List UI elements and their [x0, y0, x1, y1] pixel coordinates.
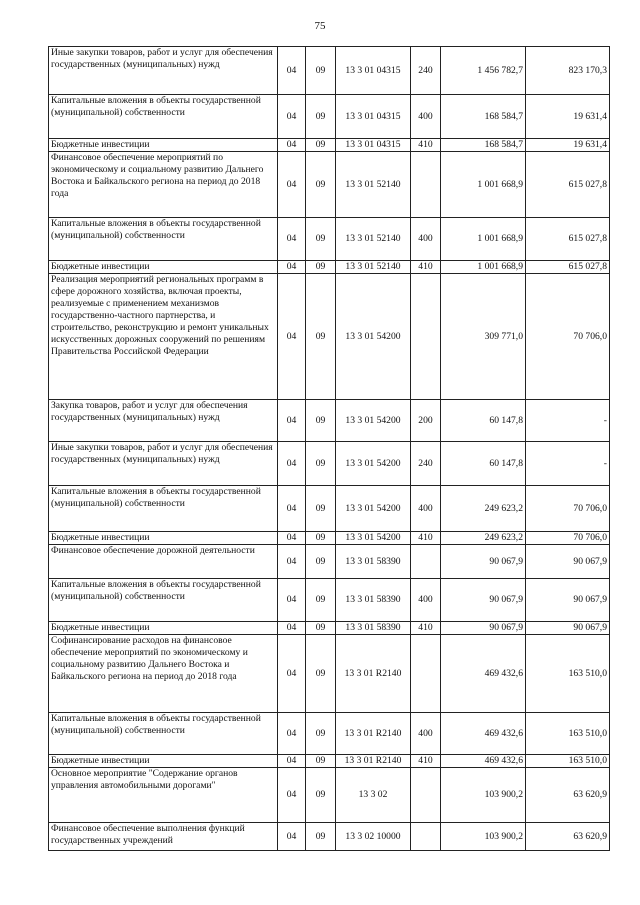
subsection-code: 09 [306, 218, 336, 261]
amount-2: 823 170,3 [526, 47, 610, 95]
subsection-code: 09 [306, 274, 336, 400]
section-code: 04 [278, 545, 306, 579]
row-name: Закупка товаров, работ и услуг для обеспечения государственных (муниципальных) нужд [49, 400, 278, 442]
table-row [49, 261, 610, 274]
subsection-code: 09 [306, 532, 336, 545]
amount-2: - [526, 400, 610, 442]
row-name: Финансовое обеспечение выполнения функций государственных учреждений [49, 823, 278, 851]
amount-2: 615 027,8 [526, 152, 610, 218]
table-row [49, 823, 610, 851]
subsection-code: 09 [306, 622, 336, 635]
table-row [49, 635, 610, 713]
target-article-code: 13 3 01 52140 [336, 218, 411, 261]
expense-type-code: 240 [411, 442, 441, 486]
amount-1: 1 001 668,9 [441, 218, 526, 261]
amount-1: 469 432,6 [441, 635, 526, 713]
expense-type-code: 410 [411, 755, 441, 768]
row-name: Реализация мероприятий региональных программ в сфере дорожного хозяйства, включая проекты, реализуемые с применением механизмов государственно-частного партнерства, и строительство, реконструкцию и ремонт уникальных искусственных дорожных сооружений по решениям Правительства Российской Федерации [49, 274, 278, 400]
row-name: Капитальные вложения в объекты государственной (муниципальной) собственности [49, 218, 278, 261]
amount-2: 163 510,0 [526, 635, 610, 713]
table-row [49, 442, 610, 486]
target-article-code: 13 3 01 R2140 [336, 635, 411, 713]
table-row [49, 755, 610, 768]
amount-1: 249 623,2 [441, 532, 526, 545]
target-article-code: 13 3 01 54200 [336, 486, 411, 532]
section-code: 04 [278, 261, 306, 274]
table-row [49, 400, 610, 442]
subsection-code: 09 [306, 152, 336, 218]
expense-type-code [411, 152, 441, 218]
row-name: Бюджетные инвестиции [49, 261, 278, 274]
amount-2: 90 067,9 [526, 545, 610, 579]
target-article-code: 13 3 01 04315 [336, 47, 411, 95]
amount-1: 60 147,8 [441, 442, 526, 486]
subsection-code: 09 [306, 635, 336, 713]
target-article-code: 13 3 01 52140 [336, 261, 411, 274]
expense-type-code: 410 [411, 532, 441, 545]
expense-type-code: 400 [411, 218, 441, 261]
table-row [49, 152, 610, 218]
target-article-code: 13 3 01 54200 [336, 274, 411, 400]
target-article-code: 13 3 01 04315 [336, 139, 411, 152]
expense-type-code [411, 768, 441, 823]
amount-1: 168 584,7 [441, 139, 526, 152]
subsection-code: 09 [306, 486, 336, 532]
amount-1: 249 623,2 [441, 486, 526, 532]
section-code: 04 [278, 139, 306, 152]
subsection-code: 09 [306, 755, 336, 768]
table-row [49, 768, 610, 823]
amount-1: 90 067,9 [441, 622, 526, 635]
subsection-code: 09 [306, 713, 336, 755]
amount-1: 469 432,6 [441, 755, 526, 768]
section-code: 04 [278, 635, 306, 713]
amount-1: 168 584,7 [441, 95, 526, 139]
table-row [49, 95, 610, 139]
amount-2: 63 620,9 [526, 823, 610, 851]
subsection-code: 09 [306, 768, 336, 823]
section-code: 04 [278, 823, 306, 851]
expense-type-code: 240 [411, 47, 441, 95]
subsection-code: 09 [306, 47, 336, 95]
section-code: 04 [278, 152, 306, 218]
amount-2: 163 510,0 [526, 755, 610, 768]
target-article-code: 13 3 01 54200 [336, 532, 411, 545]
subsection-code: 09 [306, 261, 336, 274]
expense-type-code: 410 [411, 139, 441, 152]
expense-type-code [411, 274, 441, 400]
amount-1: 103 900,2 [441, 823, 526, 851]
table-row [49, 486, 610, 532]
row-name: Капитальные вложения в объекты государственной (муниципальной) собственности [49, 579, 278, 622]
amount-2: 70 706,0 [526, 532, 610, 545]
target-article-code: 13 3 01 52140 [336, 152, 411, 218]
row-name: Финансовое обеспечение мероприятий по экономическому и социальному развитию Дальнего Востока и Байкальского региона на период до 2018 года [49, 152, 278, 218]
row-name: Иные закупки товаров, работ и услуг для обеспечения государственных (муниципальных) нужд [49, 442, 278, 486]
budget-table [48, 46, 610, 851]
subsection-code: 09 [306, 579, 336, 622]
subsection-code: 09 [306, 400, 336, 442]
amount-1: 469 432,6 [441, 713, 526, 755]
row-name: Иные закупки товаров, работ и услуг для обеспечения государственных (муниципальных) нужд [49, 47, 278, 95]
target-article-code: 13 3 01 58390 [336, 579, 411, 622]
table-row [49, 139, 610, 152]
amount-2: 19 631,4 [526, 139, 610, 152]
section-code: 04 [278, 768, 306, 823]
table-row [49, 47, 610, 95]
expense-type-code: 400 [411, 713, 441, 755]
subsection-code: 09 [306, 442, 336, 486]
table-row [49, 545, 610, 579]
section-code: 04 [278, 532, 306, 545]
amount-1: 1 001 668,9 [441, 152, 526, 218]
row-name: Бюджетные инвестиции [49, 532, 278, 545]
expense-type-code: 410 [411, 261, 441, 274]
target-article-code: 13 3 01 58390 [336, 622, 411, 635]
row-name: Капитальные вложения в объекты государственной (муниципальной) собственности [49, 713, 278, 755]
table-row [49, 218, 610, 261]
amount-1: 103 900,2 [441, 768, 526, 823]
section-code: 04 [278, 95, 306, 139]
amount-1: 60 147,8 [441, 400, 526, 442]
subsection-code: 09 [306, 545, 336, 579]
amount-2: 70 706,0 [526, 486, 610, 532]
target-article-code: 13 3 01 58390 [336, 545, 411, 579]
amount-2: 19 631,4 [526, 95, 610, 139]
section-code: 04 [278, 713, 306, 755]
subsection-code: 09 [306, 823, 336, 851]
row-name: Софинансирование расходов на финансовое обеспечение мероприятий по экономическому и социальному развитию Дальнего Востока и Байкальского региона на период до 2018 года [49, 635, 278, 713]
table-row [49, 532, 610, 545]
section-code: 04 [278, 400, 306, 442]
subsection-code: 09 [306, 95, 336, 139]
page-number: 75 [314, 20, 326, 32]
row-name: Бюджетные инвестиции [49, 139, 278, 152]
amount-2: 90 067,9 [526, 622, 610, 635]
amount-1: 309 771,0 [441, 274, 526, 400]
row-name: Капитальные вложения в объекты государственной (муниципальной) собственности [49, 486, 278, 532]
expense-type-code: 200 [411, 400, 441, 442]
expense-type-code: 400 [411, 579, 441, 622]
target-article-code: 13 3 01 54200 [336, 400, 411, 442]
target-article-code: 13 3 01 54200 [336, 442, 411, 486]
amount-2: 615 027,8 [526, 261, 610, 274]
section-code: 04 [278, 218, 306, 261]
amount-1: 90 067,9 [441, 579, 526, 622]
row-name: Основное мероприятие "Содержание органов управления автомобильными дорогами" [49, 768, 278, 823]
table-row [49, 713, 610, 755]
expense-type-code: 410 [411, 622, 441, 635]
section-code: 04 [278, 579, 306, 622]
section-code: 04 [278, 274, 306, 400]
target-article-code: 13 3 01 R2140 [336, 713, 411, 755]
amount-2: 615 027,8 [526, 218, 610, 261]
expense-type-code [411, 545, 441, 579]
row-name: Финансовое обеспечение дорожной деятельности [49, 545, 278, 579]
expense-type-code: 400 [411, 486, 441, 532]
table-row [49, 579, 610, 622]
amount-1: 90 067,9 [441, 545, 526, 579]
section-code: 04 [278, 442, 306, 486]
amount-1: 1 456 782,7 [441, 47, 526, 95]
row-name: Бюджетные инвестиции [49, 622, 278, 635]
row-name: Капитальные вложения в объекты государственной (муниципальной) собственности [49, 95, 278, 139]
subsection-code: 09 [306, 139, 336, 152]
target-article-code: 13 3 02 10000 [336, 823, 411, 851]
amount-2: - [526, 442, 610, 486]
target-article-code: 13 3 01 04315 [336, 95, 411, 139]
section-code: 04 [278, 622, 306, 635]
section-code: 04 [278, 755, 306, 768]
amount-2: 70 706,0 [526, 274, 610, 400]
expense-type-code [411, 823, 441, 851]
target-article-code: 13 3 01 R2140 [336, 755, 411, 768]
section-code: 04 [278, 47, 306, 95]
section-code: 04 [278, 486, 306, 532]
expense-type-code: 400 [411, 95, 441, 139]
target-article-code: 13 3 02 [336, 768, 411, 823]
row-name: Бюджетные инвестиции [49, 755, 278, 768]
amount-2: 90 067,9 [526, 579, 610, 622]
expense-type-code [411, 635, 441, 713]
amount-2: 63 620,9 [526, 768, 610, 823]
table-row [49, 622, 610, 635]
table-row [49, 274, 610, 400]
amount-1: 1 001 668,9 [441, 261, 526, 274]
amount-2: 163 510,0 [526, 713, 610, 755]
